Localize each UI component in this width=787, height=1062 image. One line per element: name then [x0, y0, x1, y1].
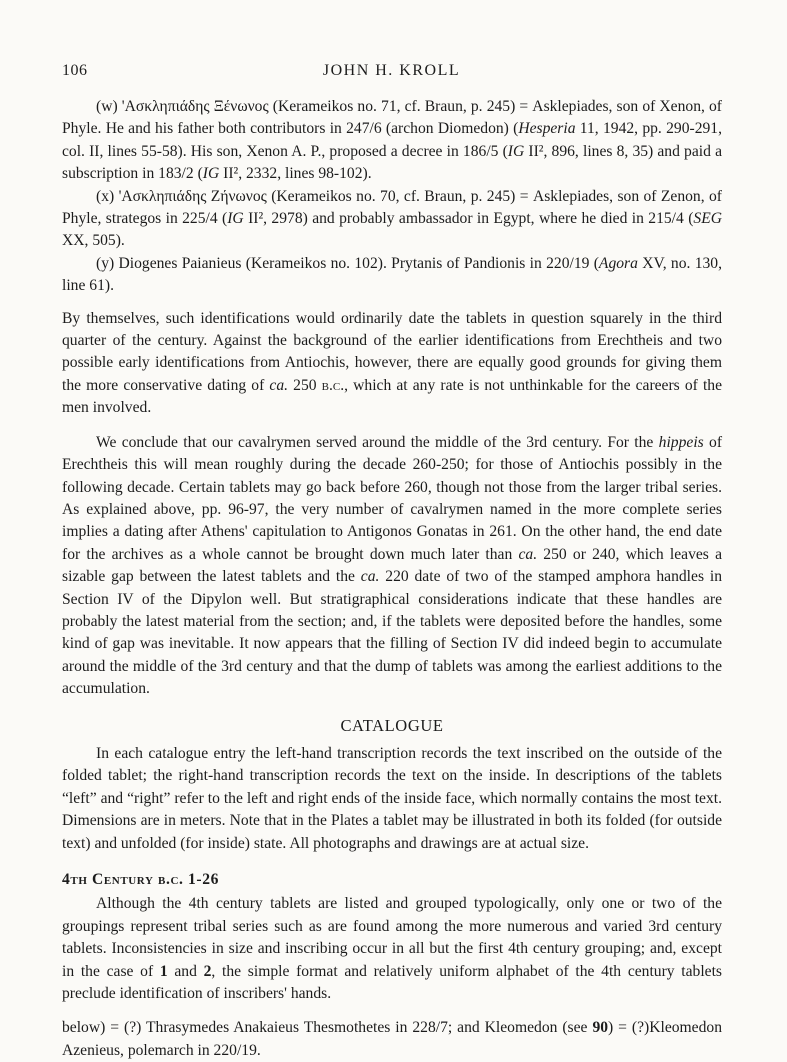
running-head-author: JOHN H. KROLL — [322, 62, 461, 79]
section-heading-4th-century: 4th Century b.c. 1-26 — [62, 871, 219, 888]
section-4th-century-text: Although the 4th century tablets are listed and grouped typologically, only one or two of the groupings represent tribal series such as are found among the more numerous and varied 3rd century tablets. Inconsistencies in size and inscribing occur in all but the first 4th century grouping; and, except in the case of 1 and 2, the simple format and relatively uniform alphabet of the 4th century tablets preclude identification of inscribers' hands. — [62, 895, 722, 1003]
paragraph-identifications: By themselves, such identifications would ordinarily date the tablets in question squarely in the third quarter of the century. Against the background of the earlier identifications from Erechtheis and two possible early identifications from Antiochis, however, there are equally good grounds for giving them the more conservative dating of ca. 250 b.c., which at any rate is not unthinkable for the careers of the men involved. — [62, 309, 722, 417]
catalogue-heading: CATALOGUE — [340, 715, 444, 735]
page-body — [62, 96, 722, 1062]
entry-w: (w) 'Ασκληπιάδης Ξένωνος (Kerameikos no. 71, cf. Braun, p. 245) = Asklepiades, son of Xenon, of Phyle. He and his father both contributors in 247/6 (archon Diomedon) (Hesperia 11, 1942, pp. 290-291, col. II, lines 55-58). His son, Xenon A. P., proposed a decree in 186/5 (IG II², 896, lines 8, 35) and paid a subscription in 183/2 (IG II², 2332, lines 98-102). — [62, 98, 723, 183]
greek-name: 'Ασκληπιάδης Ζήνωνος — [118, 187, 267, 205]
catalogue-intro: In each catalogue entry the left-hand transcription records the text inscribed on the outside of the folded tablet; the right-hand transcription records the text on the inside. In descriptions of the tablets “left” and “right” refer to the left and right ends of the inside face, which normally contains the most text. Dimensions are in meters. Note that in the Plates a tablet may be illustrated in both its folded (for outside text) and unfolded (for inside) state. All photographs and drawings are at actual size. — [62, 744, 722, 852]
greek-name: 'Ασκληπιάδης Ξένωνος — [121, 98, 269, 115]
running-header — [62, 62, 721, 80]
footnote-continuation: below) = (?) Thrasymedes Anakaieus Thesmothetes in 228/7; and Kleomedon (see 90) = (?)Kleomedon Azenieus, polemarch in 220/19. — [62, 1019, 722, 1059]
paragraph-conclusion: We conclude that our cavalrymen served around the middle of the 3rd century. For the hippeis of Erechtheis this will mean roughly during the decade 260-250; for those of Antiochis possibly in the following decade. Certain tablets may go back before 260, though not those from the larger tribal series. As explained above, pp. 96-97, the very number of cavalrymen named in the more complete series implies a dating after Athens' capitulation to Antigonos Gonatas in 261. On the other hand, the end date for the archives as a whole cannot be brought down much later than ca. 250 or 240, which leaves a sizable gap between the latest tablets and the ca. 220 date of two of the stamped amphora handles in Section IV of the Dipylon well. But stratigraphical considerations indicate that these handles are probably the latest material from the section; and, if the tablets were deposited before the handles, some kind of gap was inevitable. It now appears that the filling of Section IV did indeed begin to accumulate around the middle of the 3rd century and that the dump of tablets was among the earliest additions to the accumulation. — [62, 433, 723, 698]
entry-y: (y) Diogenes Paianieus (Kerameikos no. 102). Prytanis of Pandionis in 220/19 (Agora XV, no. 130, line 61). — [62, 254, 722, 295]
entry-x: (x) 'Ασκληπιάδης Ζήνωνος (Kerameikos no. 70, cf. Braun, p. 245) = Asklepiades, son of Zenon, of Phyle, strategos in 225/4 (IG II², 2978) and probably ambassador in Egypt, where he died in 215/4 (SEG XX, 505). — [62, 187, 722, 250]
page-number: 106 — [62, 62, 88, 79]
